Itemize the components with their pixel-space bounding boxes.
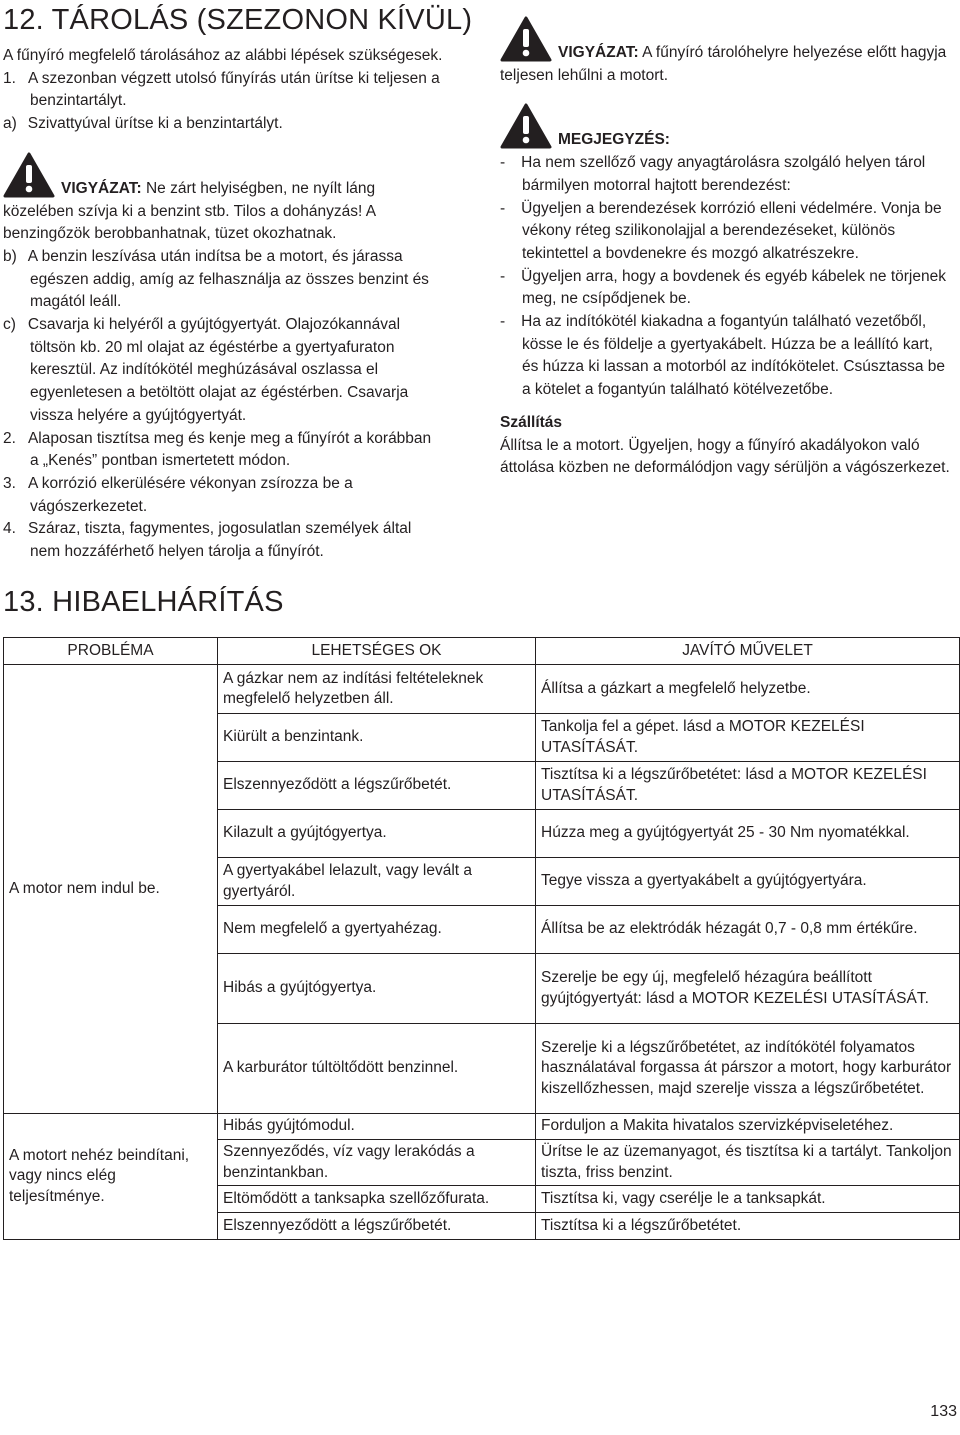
table-row [4, 1114, 960, 1140]
cause-cell: Eltömődött a tanksapka szellőzőfurata. [218, 1186, 536, 1213]
page-number: 133 [930, 1403, 957, 1420]
step-b: b) A benzin leszívása után indítsa be a motort, és járassa egészen addig, amíg az felhasználja az összes benzint és magától leáll. [3, 247, 429, 311]
action-cell: Forduljon a Makita hivatalos szervizképviseletéhez. [536, 1114, 960, 1140]
action-cell: Tisztítsa ki, vagy cserélje le a tanksapkát. [536, 1186, 960, 1213]
problem-cell: A motor nem indul be. [4, 665, 218, 1114]
action-cell: Állítsa be az elektródák hézagát 0,7 - 0,8 mm értékűre. [536, 906, 960, 954]
header-cause: LEHETSÉGES OK [218, 638, 536, 665]
problem-cell: A motort nehéz beindítani, vagy nincs elég teljesítménye. [4, 1114, 218, 1240]
action-cell: Szerelje ki a légszűrőbetétet, az indítókötél folyamatos használatával forgassa át párszor a motort, hogy karburátor kiszellőzhessen, majd szerelje vissza a légszűrőbetétet. [536, 1024, 960, 1114]
warning-icon [3, 152, 55, 198]
action-cell: Állítsa a gázkart a megfelelő helyzetbe. [536, 665, 960, 714]
note-item: - Ha az indítókötél kiakadna a fogantyún található vezetőből, kösse le és földelje a gyertyakábelt. Húzza be a leállító kart, és húzza ki lassan a motorból az indítókötelet. Csúsztassa be a kötelet a fogantyún található kötélvezetőbe. [500, 313, 946, 399]
cause-cell: Kiürült a benzintank. [218, 714, 536, 762]
section-12-heading: 12. TÁROLÁS (SZEZONON KÍVÜL) [3, 4, 473, 36]
note-item: - Ügyeljen arra, hogy a bovdenek és egyéb kábelek ne törjenek meg, ne csípődjenek be. [500, 267, 946, 308]
header-action: JAVÍTÓ MŰVELET [536, 638, 960, 665]
cause-cell: Kilazult a gyújtógyertya. [218, 810, 536, 858]
step-4: 4. Száraz, tiszta, fagymentes, jogosulatlan személyek által nem hozzáférhető helyen tárolja a fűnyírót. [3, 520, 412, 561]
action-cell: Húzza meg a gyújtógyertyát 25 - 30 Nm nyomatékkal. [536, 810, 960, 858]
fuel-warning: VIGYÁZAT: Ne zárt helyiségben, ne nyílt láng közelében szívja ki a benzint stb. Tilos a dohányzás! A benzingőzök berobbanhatnak, tüzet okozhatnak. [3, 152, 443, 246]
action-cell: Ürítse le az üzemanyagot, és tisztítsa ki a tartályt. Tankoljon tiszta, friss benzint. [536, 1140, 960, 1186]
warning-icon [500, 16, 552, 62]
cause-cell: Elszennyeződött a légszűrőbetét. [218, 762, 536, 810]
cooldown-warning: VIGYÁZAT: A fűnyíró tárolóhelyre helyezése előtt hagyja teljesen lehűlni a motort. [500, 16, 950, 87]
troubleshooting-table [3, 637, 960, 1240]
cause-cell: A gyertyakábel lelazult, vagy levált a gyertyáról. [218, 858, 536, 906]
section-13-heading: 13. HIBAELHÁRÍTÁS [3, 586, 284, 618]
note-item: - Ha nem szellőző vagy anyagtárolásra szolgáló helyen tárol bármilyen motorral hajtott berendezést: [500, 154, 926, 194]
cause-cell: A karburátor túltöltődött benzinnel. [218, 1024, 536, 1114]
header-problem: PROBLÉMA [4, 638, 218, 665]
step-a: a) Szivattyúval ürítse ki a benzintartályt. [3, 115, 283, 133]
cause-cell: Szennyeződés, víz vagy lerakódás a benzintankban. [218, 1140, 536, 1186]
action-cell: Tankolja fel a gépet. lásd a MOTOR KEZELÉSI UTASÍTÁSÁT. [536, 714, 960, 762]
transport-title: Szállítás [500, 413, 563, 431]
step-2: 2. Alaposan tisztítsa meg és kenje meg a fűnyírót a korábban a „Kenés” pontban ismertetett módon. [3, 429, 432, 470]
table-header-row [4, 638, 960, 665]
cause-cell: A gázkar nem az indítási feltételeknek megfelelő helyzetben áll. [218, 665, 536, 714]
step-1: 1. A szezonban végzett utolsó fűnyírás után ürítse ki teljesen a benzintartályt. [3, 69, 440, 110]
cause-cell: Hibás gyújtómodul. [218, 1114, 536, 1140]
step-3: 3. A korrózió elkerülésére vékonyan zsírozza be a vágószerkezetet. [3, 474, 353, 515]
action-cell: Tisztítsa ki a légszűrőbetétet. [536, 1213, 960, 1240]
note-heading: MEGJEGYZÉS: [500, 103, 950, 152]
storage-intro: A fűnyíró megfelelő tárolásához az alábbi lépések szükségesek. [3, 47, 443, 64]
cause-cell: Elszennyeződött a légszűrőbetét. [218, 1213, 536, 1240]
action-cell: Tegye vissza a gyertyakábelt a gyújtógyertyára. [536, 858, 960, 906]
cause-cell: Hibás a gyújtógyertya. [218, 954, 536, 1024]
action-cell: Tisztítsa ki a légszűrőbetétet: lásd a MOTOR KEZELÉSI UTASÍTÁSÁT. [536, 762, 960, 810]
action-cell: Szerelje be egy új, megfelelő hézagúra beállított gyújtógyertyát: lásd a MOTOR KEZELÉSI UTASÍTÁSÁT. [536, 954, 960, 1024]
right-column [500, 16, 950, 480]
cause-cell: Nem megfelelő a gyertyahézag. [218, 906, 536, 954]
left-column [3, 45, 443, 564]
transport-text: Állítsa le a motort. Ügyeljen, hogy a fűnyíró akadályokon való áttolása közben ne deformálódjon vagy sérüljön a vágószerkezet. [500, 436, 950, 477]
warning-icon [500, 103, 552, 149]
step-c: c) Csavarja ki helyéről a gyújtógyertyát. Olajozókannával töltsön kb. 20 ml olajat az égéstérbe a gyertyafuraton keresztül. Az indítókötél meghúzásával oszlassa el egyenletesen a betöltött olajat az égéstérben. Csavarja vissza helyére a gyújtógyertyát. [3, 316, 409, 424]
note-item: - Ügyeljen a berendezések korrózió elleni védelmére. Vonja be vékony réteg szilikonolajjal a berendezéseket, különös tekintettel a bovdenekre és mozgó alkatrészekre. [500, 199, 942, 262]
table-row [4, 665, 960, 714]
